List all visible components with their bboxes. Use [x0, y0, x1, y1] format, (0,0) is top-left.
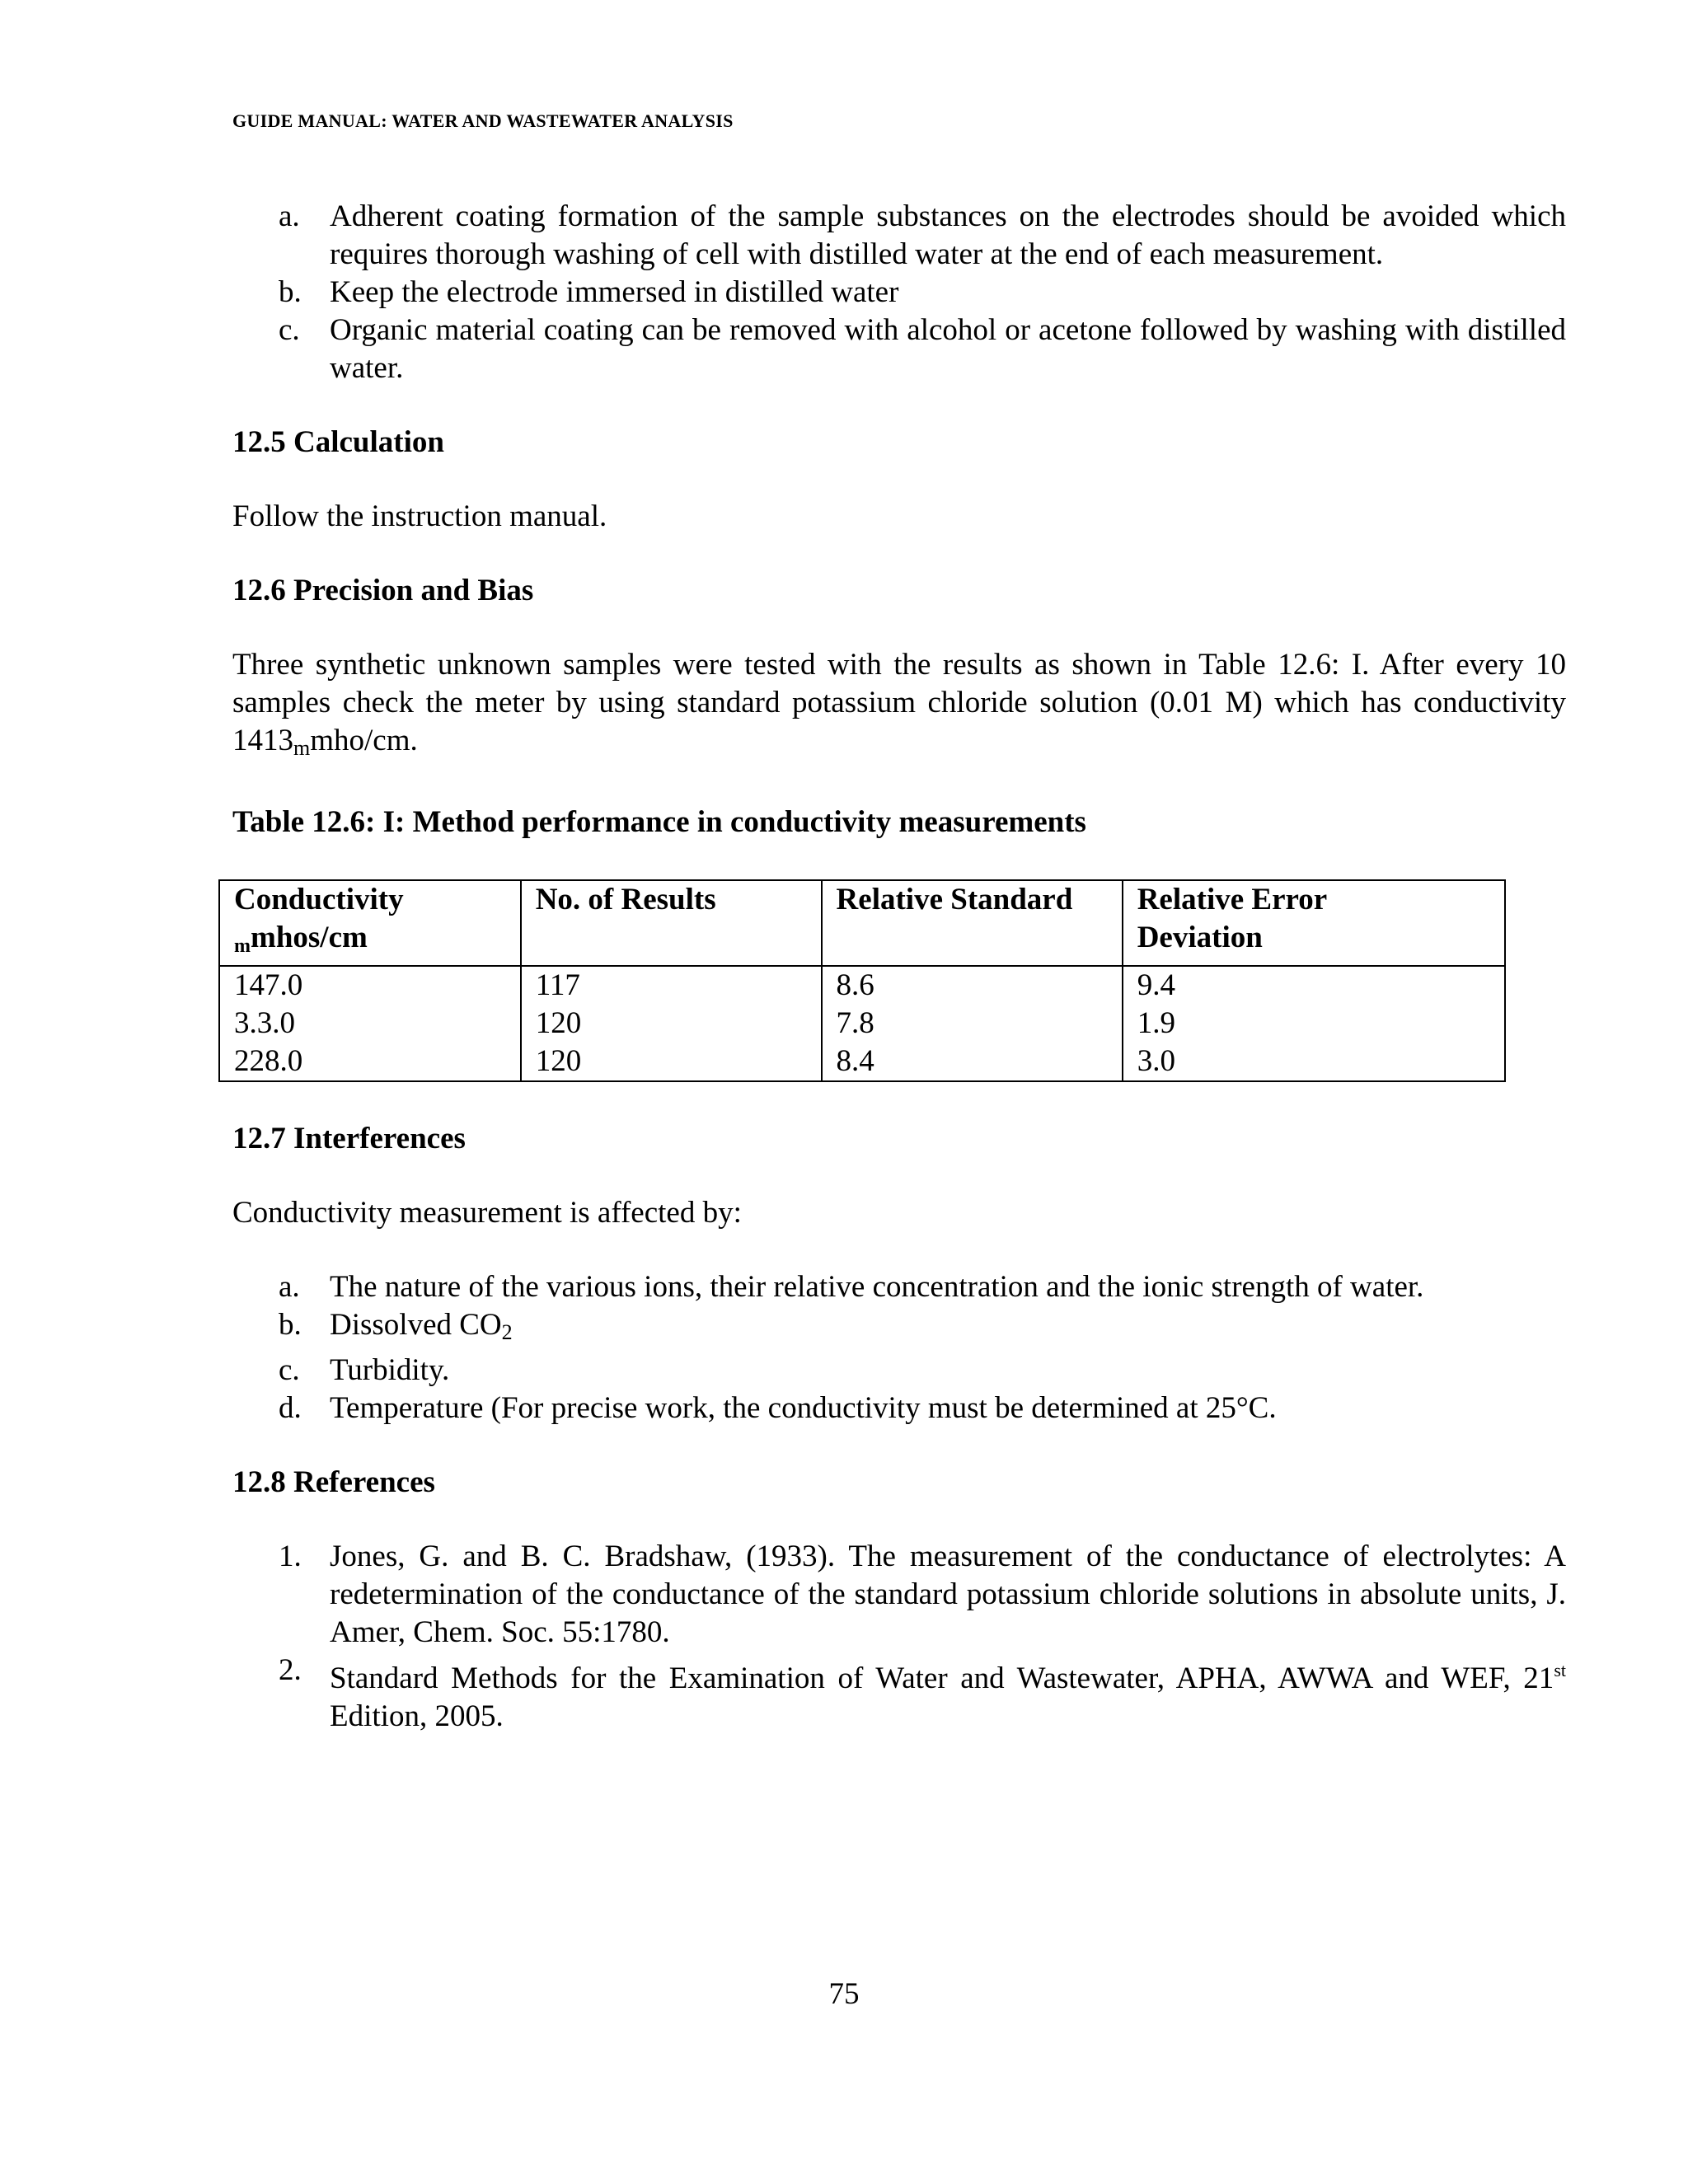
- header-conductivity: [219, 880, 521, 966]
- table-cell: 3.3.0: [219, 1005, 521, 1043]
- table-cell: 8.6: [822, 966, 1123, 1005]
- section-heading-references: 12.8 References: [232, 1465, 435, 1499]
- section-heading-precision: 12.6 Precision and Bias: [232, 574, 534, 607]
- list-item: [232, 274, 1566, 312]
- header-relative-standard: Relative Standard: [822, 880, 1123, 966]
- header-unit-prefix: m: [234, 935, 251, 957]
- table-cell: 7.8: [822, 1005, 1123, 1043]
- list-item-text: Temperature (For precise work, the conductivity must be determined at 25°C.: [330, 1391, 1277, 1425]
- list-item-text: Turbidity.: [330, 1353, 450, 1387]
- list-item-text: Standard Methods for the Examination of Water and Wastewater, APHA, AWWA and WEF, 21: [330, 1661, 1554, 1695]
- precision-text-part: Three synthetic unknown samples were tested with the results as shown in Table 12.6: I. After every 10 samples check the meter by using standard potassium chloride solution (0.01 M) which has conductivity 1413: [232, 648, 1566, 757]
- list-marker: a.: [279, 1270, 300, 1304]
- unit-prefix: m: [293, 736, 311, 760]
- list-item-text: Edition, 2005.: [330, 1699, 504, 1733]
- interferences-list: [232, 1268, 1566, 1427]
- list-item-text: The nature of the various ions, their relative concentration and the ionic strength of water.: [330, 1270, 1424, 1304]
- table-row: [219, 1005, 1505, 1043]
- references-list: [232, 1538, 1566, 1736]
- section-heading-interferences: 12.7 Interferences: [232, 1122, 466, 1155]
- list-item: [232, 312, 1566, 387]
- table-cell: 9.4: [1123, 966, 1505, 1005]
- list-item: [232, 1352, 1566, 1390]
- list-marker: 1.: [279, 1540, 302, 1573]
- list-item: [232, 1652, 1566, 1736]
- list-item-text: Adherent coating formation of the sample substances on the electrodes should be avoided which requires thorough washing of cell with distilled water at the end of each measurement.: [330, 199, 1566, 271]
- subscript: 2: [501, 1320, 513, 1344]
- table-cell: 1.9: [1123, 1005, 1505, 1043]
- list-item: [232, 198, 1566, 274]
- table-row: [219, 1043, 1505, 1081]
- superscript: st: [1554, 1660, 1566, 1680]
- list-marker: a.: [279, 199, 300, 233]
- list-marker: 2.: [279, 1653, 302, 1687]
- list-item: [232, 1268, 1566, 1306]
- header-relative-error: [1123, 880, 1505, 966]
- header-text: Deviation: [1137, 921, 1263, 954]
- list-marker: c.: [279, 1353, 300, 1387]
- table-cell: 120: [521, 1043, 822, 1081]
- list-item-text: Organic material coating can be removed with alcohol or acetone followed by washing with distilled water.: [330, 313, 1566, 385]
- interferences-intro: Conductivity measurement is affected by:: [232, 1196, 742, 1230]
- table-row: [219, 966, 1505, 1005]
- header-no-of-results: No. of Results: [521, 880, 822, 966]
- table-caption: Table 12.6: I: Method performance in conductivity measurements: [232, 805, 1086, 839]
- list-item: [232, 1306, 1566, 1352]
- list-marker: b.: [279, 1308, 302, 1342]
- list-marker: d.: [279, 1391, 302, 1425]
- table-cell: 228.0: [219, 1043, 521, 1081]
- running-head: GUIDE MANUAL: WATER AND WASTEWATER ANALYSIS: [232, 110, 734, 131]
- table-cell: 147.0: [219, 966, 521, 1005]
- header-text: Relative Error: [1137, 883, 1328, 916]
- table-cell: 117: [521, 966, 822, 1005]
- list-item-text: Dissolved CO: [330, 1308, 502, 1342]
- header-text: mhos/cm: [251, 921, 368, 954]
- table-cell: 8.4: [822, 1043, 1123, 1081]
- table-cell: 3.0: [1123, 1043, 1505, 1081]
- precision-text-unit: mho/cm.: [310, 724, 418, 757]
- list-item: [232, 1390, 1566, 1427]
- header-text: Conductivity: [234, 883, 404, 916]
- list-item-text: Keep the electrode immersed in distilled water: [330, 275, 899, 309]
- performance-table: [218, 879, 1506, 1082]
- table-header-row: [219, 880, 1505, 966]
- calculation-text: Follow the instruction manual.: [232, 499, 607, 533]
- precision-text: [232, 646, 1566, 767]
- page-number: 75: [828, 1977, 860, 2011]
- list-item-text: Jones, G. and B. C. Bradshaw, (1933). The measurement of the conductance of electrolytes: A redetermination of the conductance of the standard potassium chloride solutions in absolute units, J. Amer, Chem. Soc. 55:1780.: [330, 1540, 1566, 1649]
- list-marker: b.: [279, 275, 302, 309]
- intro-list: [232, 198, 1566, 387]
- page-content: [232, 198, 1566, 1736]
- list-marker: c.: [279, 313, 300, 347]
- section-heading-calculation: 12.5 Calculation: [232, 425, 444, 459]
- table-cell: 120: [521, 1005, 822, 1043]
- list-item: [232, 1538, 1566, 1652]
